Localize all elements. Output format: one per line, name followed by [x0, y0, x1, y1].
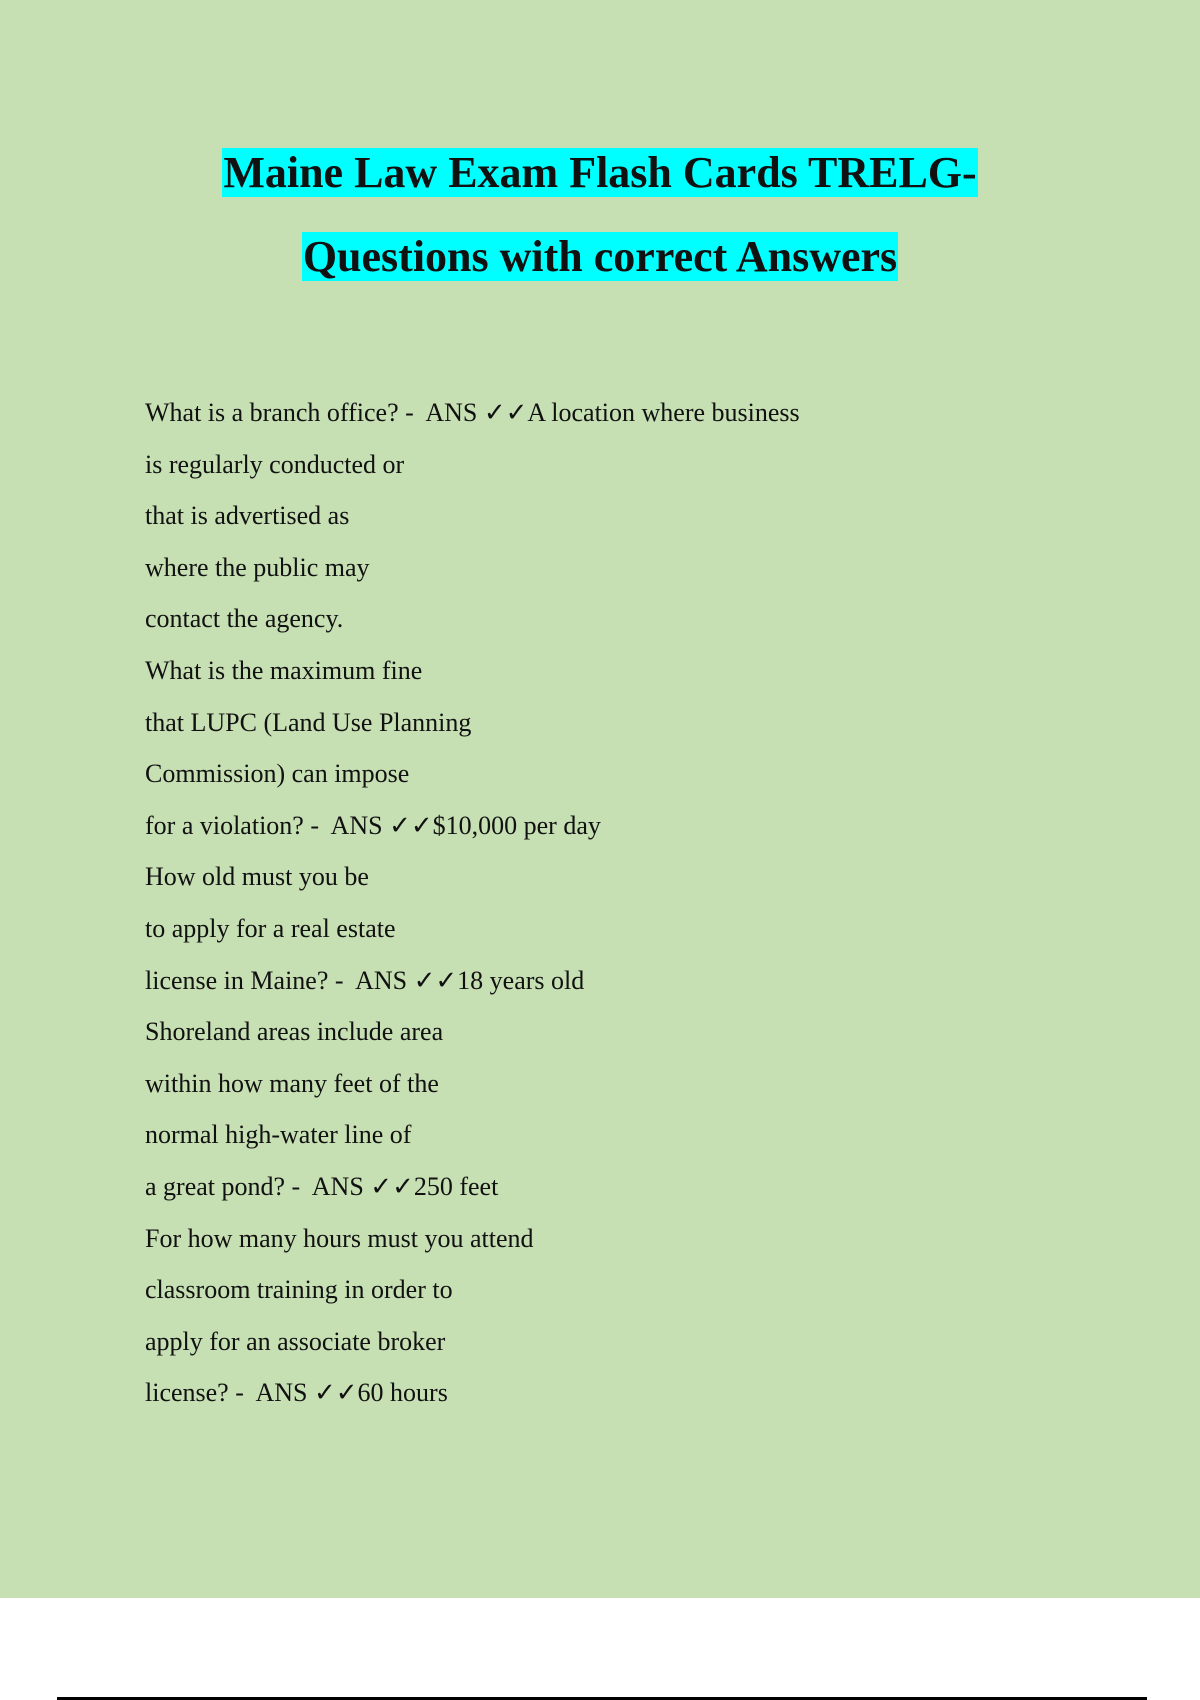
text-line: is regularly conducted or — [145, 449, 405, 479]
text-line: What is the maximum fine — [145, 655, 423, 685]
text-line: Shoreland areas include area — [145, 1017, 444, 1047]
text-line: license in Maine? - ANS ✓✓18 years old — [145, 965, 585, 995]
text-line: where the public may — [145, 552, 370, 582]
text-line: a great pond? - ANS ✓✓250 feet — [145, 1171, 499, 1201]
document-title-line-2 — [0, 229, 1200, 285]
text-line: to apply for a real estate — [145, 913, 396, 943]
flashcard-text — [145, 395, 800, 1427]
text-line: For how many hours must you attend — [145, 1223, 534, 1253]
text-line: for a violation? - ANS ✓✓$10,000 per day — [145, 810, 601, 840]
document-title-line-1 — [0, 145, 1200, 201]
text-line: normal high-water line of — [145, 1120, 412, 1150]
text-line: apply for an associate broker — [145, 1326, 446, 1356]
text-line: that LUPC (Land Use Planning — [145, 707, 472, 737]
text-line: that is advertised as — [145, 501, 350, 531]
text-line: How old must you be — [145, 862, 369, 892]
text-line: What is a branch office? - ANS ✓✓A location where business — [145, 398, 800, 427]
title-highlight: Questions with correct Answers — [302, 232, 898, 281]
text-line: classroom training in order to — [145, 1275, 453, 1305]
text-line: within how many feet of the — [145, 1068, 439, 1098]
text-line: contact the agency. — [145, 604, 344, 634]
title-highlight: Maine Law Exam Flash Cards TRELG- — [223, 148, 977, 197]
text-line: Commission) can impose — [145, 759, 410, 789]
text-line: license? - ANS ✓✓60 hours — [145, 1378, 448, 1408]
